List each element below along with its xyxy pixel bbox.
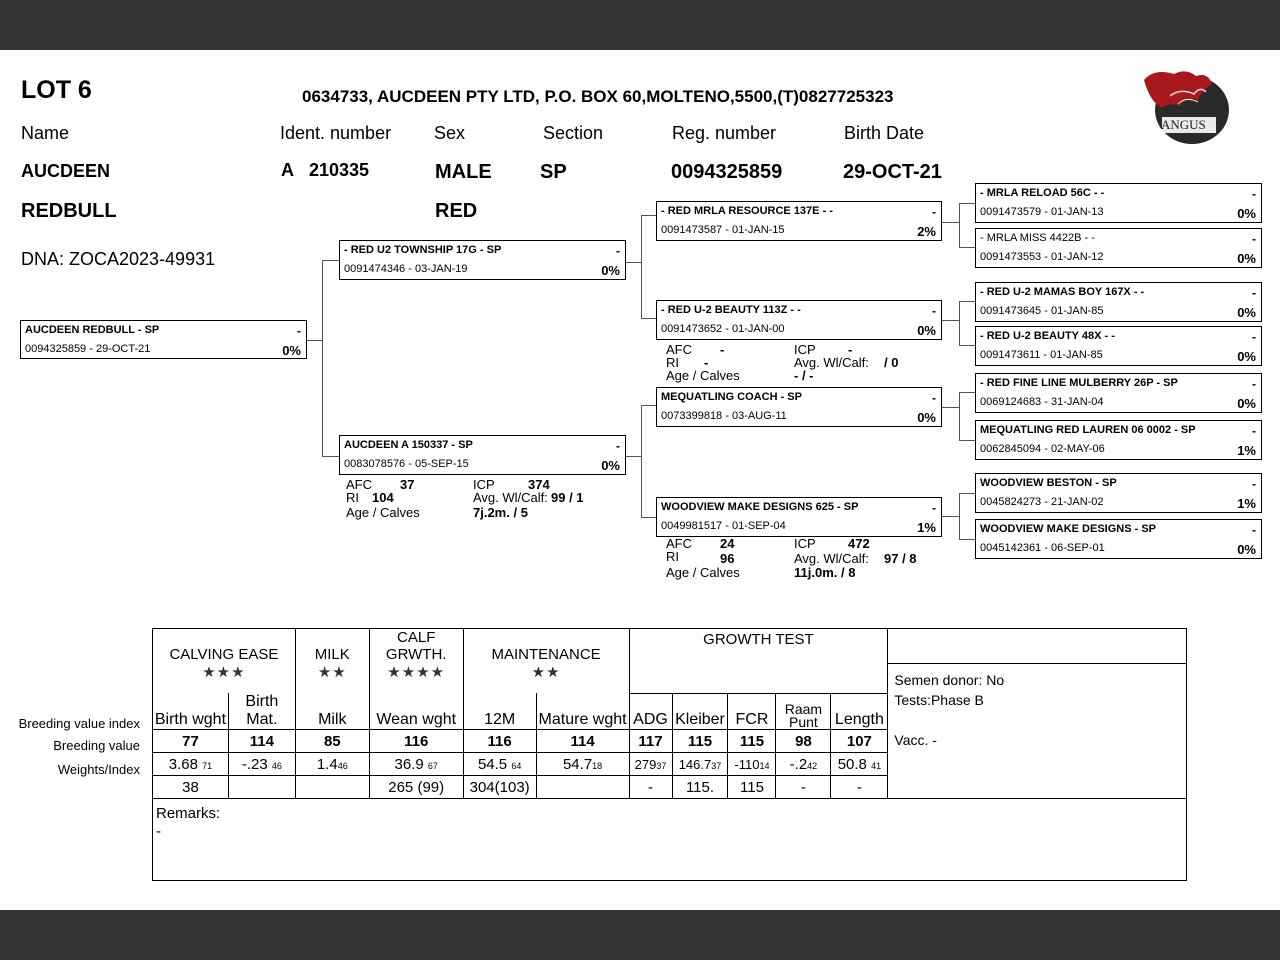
weights-cell: -	[831, 776, 888, 799]
col-kleiber: Kleiber	[672, 693, 728, 730]
weights-cell	[228, 776, 295, 799]
weights-cell	[295, 776, 369, 799]
pedigree-sds: - RED U-2 MAMAS BOY 167X - - - 0091473645 - 01-JAN-85 0%	[975, 282, 1262, 322]
row-label-weights: Weights/Index	[57, 762, 140, 777]
index-cell: 115	[728, 730, 776, 753]
pedigree-name: AUCDEEN REDBULL - SP	[25, 324, 160, 336]
index-cell: 107	[831, 730, 888, 753]
index-cell: 114	[228, 730, 295, 753]
birth-label: Birth Date	[844, 123, 925, 143]
value-cell: 54.5 64	[463, 753, 536, 776]
index-cell: 114	[536, 730, 629, 753]
pedigree-sire-dam: - RED U-2 BEAUTY 113Z - - - 0091473652 - 01-JAN-00 0%	[656, 300, 942, 340]
stars-milk: ★★	[295, 663, 369, 693]
ident-number: 210335	[309, 160, 370, 180]
remarks-label: Remarks:	[156, 805, 221, 822]
animal-name-1: AUCDEEN	[21, 161, 111, 181]
col-fcr: FCR	[728, 693, 776, 730]
weights-cell: 115	[728, 776, 776, 799]
remarks-text: -	[156, 823, 161, 840]
col-adg: ADG	[629, 693, 672, 730]
logo-text: ANGUS	[1161, 117, 1206, 132]
vaccination: Vacc. -	[888, 730, 1187, 799]
angus-logo-icon	[1140, 66, 1232, 150]
ident-label: Ident. number	[280, 123, 392, 143]
row-label-index: Breeding value index	[18, 716, 140, 731]
col-12m: 12M	[463, 693, 536, 730]
lot-number: LOT 6	[21, 76, 92, 104]
value-cell: 36.9 67	[369, 753, 463, 776]
stars-calf: ★★★★	[369, 663, 463, 693]
group-growth: GROWTH TEST	[629, 629, 888, 694]
semen-donor: Semen donor: No	[894, 671, 1005, 688]
weights-cell: -	[776, 776, 831, 799]
top-bar	[0, 0, 1280, 50]
value-cell: 3.68 71	[153, 753, 229, 776]
index-cell: 77	[153, 730, 229, 753]
col-mature-wght: Mature wght	[536, 693, 629, 730]
col-birth-wght: Birth wght	[153, 693, 229, 730]
bottom-bar	[0, 910, 1280, 960]
pedigree-sire: - RED U2 TOWNSHIP 17G - SP - 0091474346 - 03-JAN-19 0%	[339, 240, 626, 280]
col-birth-mat: Birth Mat.	[228, 693, 295, 730]
section-value: SP	[540, 161, 567, 183]
index-row	[153, 730, 1187, 753]
tests: Tests:Phase B	[894, 691, 984, 708]
weights-cell: 265 (99)	[369, 776, 463, 799]
value-cell: 27937	[629, 753, 672, 776]
colour-value: RED	[435, 200, 478, 222]
weights-cell: 304(103)	[463, 776, 536, 799]
col-raam-punt: Raam Punt	[776, 693, 831, 730]
sex-label: Sex	[434, 123, 466, 143]
value-cell: 50.8 41	[831, 753, 888, 776]
index-cell: 115	[672, 730, 728, 753]
group-maint: MAINTENANCE	[463, 629, 629, 664]
index-cell: 116	[369, 730, 463, 753]
pedigree-dsd: MEQUATLING RED LAUREN 06 0002 - SP - 0062845094 - 02-MAY-06 1%	[975, 420, 1262, 460]
owner-line: 0634733, AUCDEEN PTY LTD, P.O. BOX 60,MOLTENO,5500,(T)0827725323	[302, 87, 894, 106]
pedigree-ssd: - MRLA MISS 4422B - - - 0091473553 - 01-JAN-12 0%	[975, 228, 1262, 268]
value-cell: 146.737	[672, 753, 728, 776]
index-cell: 116	[463, 730, 536, 753]
remarks-cell	[153, 799, 1187, 881]
breeding-table	[152, 628, 1187, 881]
reg-label: Reg. number	[672, 123, 777, 143]
birth-value: 29-OCT-21	[843, 161, 942, 183]
value-cell: -.23 46	[228, 753, 295, 776]
value-cell: 1.446	[295, 753, 369, 776]
stars-calving: ★★★	[153, 663, 296, 693]
name-label: Name	[21, 123, 70, 143]
weights-cell: 38	[153, 776, 229, 799]
pedigree-self: AUCDEEN REDBULL - SP - 0094325859 - 29-OCT-21 0%	[20, 320, 307, 359]
col-length: Length	[831, 693, 888, 730]
value-cell: -11014	[728, 753, 776, 776]
group-milk: MILK	[295, 629, 369, 664]
value-cell: 54.718	[536, 753, 629, 776]
ident-prefix: A	[281, 160, 294, 180]
index-cell: 85	[295, 730, 369, 753]
pedigree-dam: AUCDEEN A 150337 - SP - 0083078576 - 05-SEP-15 0%	[339, 435, 626, 475]
sex-value: MALE	[435, 161, 492, 183]
reg-value: 0094325859	[671, 161, 783, 183]
dna-code: DNA: ZOCA2023-49931	[21, 249, 216, 269]
value-cell: -.242	[776, 753, 831, 776]
pedigree-dds: WOODVIEW BESTON - SP - 0045824273 - 21-JAN-02 1%	[975, 473, 1262, 513]
pedigree-sss: - MRLA RELOAD 56C - - - 0091473579 - 01-JAN-13 0%	[975, 183, 1262, 223]
pedigree-pct: 0%	[282, 343, 301, 358]
pedigree-ddd: WOODVIEW MAKE DESIGNS - SP - 0045142361 - 06-SEP-01 0%	[975, 519, 1262, 559]
section-label: Section	[543, 123, 604, 143]
group-calving: CALVING EASE	[153, 629, 296, 664]
pedigree-dam-dam: WOODVIEW MAKE DESIGNS 625 - SP - 0049981517 - 01-SEP-04 1%	[656, 497, 942, 537]
pedigree-dam-sire: MEQUATLING COACH - SP - 0073399818 - 03-AUG-11 0%	[656, 387, 942, 427]
weights-cell: 115.	[672, 776, 728, 799]
col-wean-wght: Wean wght	[369, 693, 463, 730]
index-cell: 98	[776, 730, 831, 753]
weights-cell: -	[629, 776, 672, 799]
weights-cell	[536, 776, 629, 799]
col-milk: Milk	[295, 693, 369, 730]
pedigree-id: 0094325859 - 29-OCT-21	[25, 343, 151, 355]
pedigree-dss: - RED FINE LINE MULBERRY 26P - SP - 0069124683 - 31-JAN-04 0%	[975, 373, 1262, 413]
pedigree-sire-sire: - RED MRLA RESOURCE 137E - - - 0091473587 - 01-JAN-15 2%	[656, 201, 942, 241]
pedigree-sdd: - RED U-2 BEAUTY 48X - - - 0091473611 - 01-JAN-85 0%	[975, 326, 1262, 366]
row-label-value: Breeding value	[53, 738, 140, 753]
group-calf: CALF GRWTH.	[369, 629, 463, 664]
stars-maint: ★★	[463, 663, 629, 693]
animal-name-2: REDBULL	[21, 200, 117, 222]
index-cell: 117	[629, 730, 672, 753]
